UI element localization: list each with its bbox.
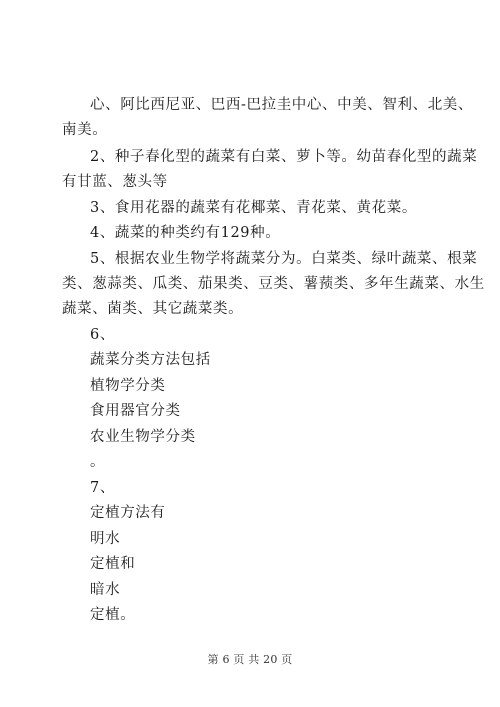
classification-methods-heading: 蔬菜分类方法包括 <box>90 352 211 368</box>
planting-methods-heading: 定植方法有 <box>90 505 166 521</box>
paragraph-3-line-1: 3、食用花器的蔬菜有花椰菜、青花菜、黄花菜。 <box>90 200 417 216</box>
classification-edible-organ: 食用器官分类 <box>90 403 181 419</box>
item-7-label: 7、 <box>90 480 115 496</box>
paragraph-2-line-2: 有甘蓝、葱头等 <box>62 174 168 190</box>
page-number-footer: 第 6 页 共 20 页 <box>207 653 293 666</box>
paragraph-2-line-1: 2、种子春化型的蔬菜有白菜、萝卜等。幼苗春化型的蔬菜 <box>90 149 478 165</box>
planting-end: 定植。 <box>90 607 136 623</box>
planting-hidden-water: 暗水 <box>90 582 121 598</box>
item-6-label: 6、 <box>90 327 115 343</box>
planting-and: 定植和 <box>90 556 136 572</box>
paragraph-1-line-1: 心、阿比西尼亚、巴西-巴拉圭中心、中美、智利、北美、 <box>90 97 473 113</box>
paragraph-4-line-1: 4、蔬菜的种类约有129种。 <box>90 225 281 241</box>
item-6-period: 。 <box>90 454 106 470</box>
planting-open-water: 明水 <box>90 531 121 547</box>
classification-agricultural-biology: 农业生物学分类 <box>90 429 196 445</box>
classification-botanical: 植物学分类 <box>90 378 166 394</box>
paragraph-1-line-2: 南美。 <box>62 122 108 138</box>
paragraph-5-line-2: 类、葱蒜类、瓜类、茄果类、豆类、薯蓣类、多年生蔬菜、水生 <box>62 276 485 292</box>
paragraph-5-line-1: 5、根据农业生物学将蔬菜分为。白菜类、绿叶蔬菜、根菜 <box>90 251 478 267</box>
paragraph-5-line-3: 蔬菜、菌类、其它蔬菜类。 <box>62 301 244 317</box>
